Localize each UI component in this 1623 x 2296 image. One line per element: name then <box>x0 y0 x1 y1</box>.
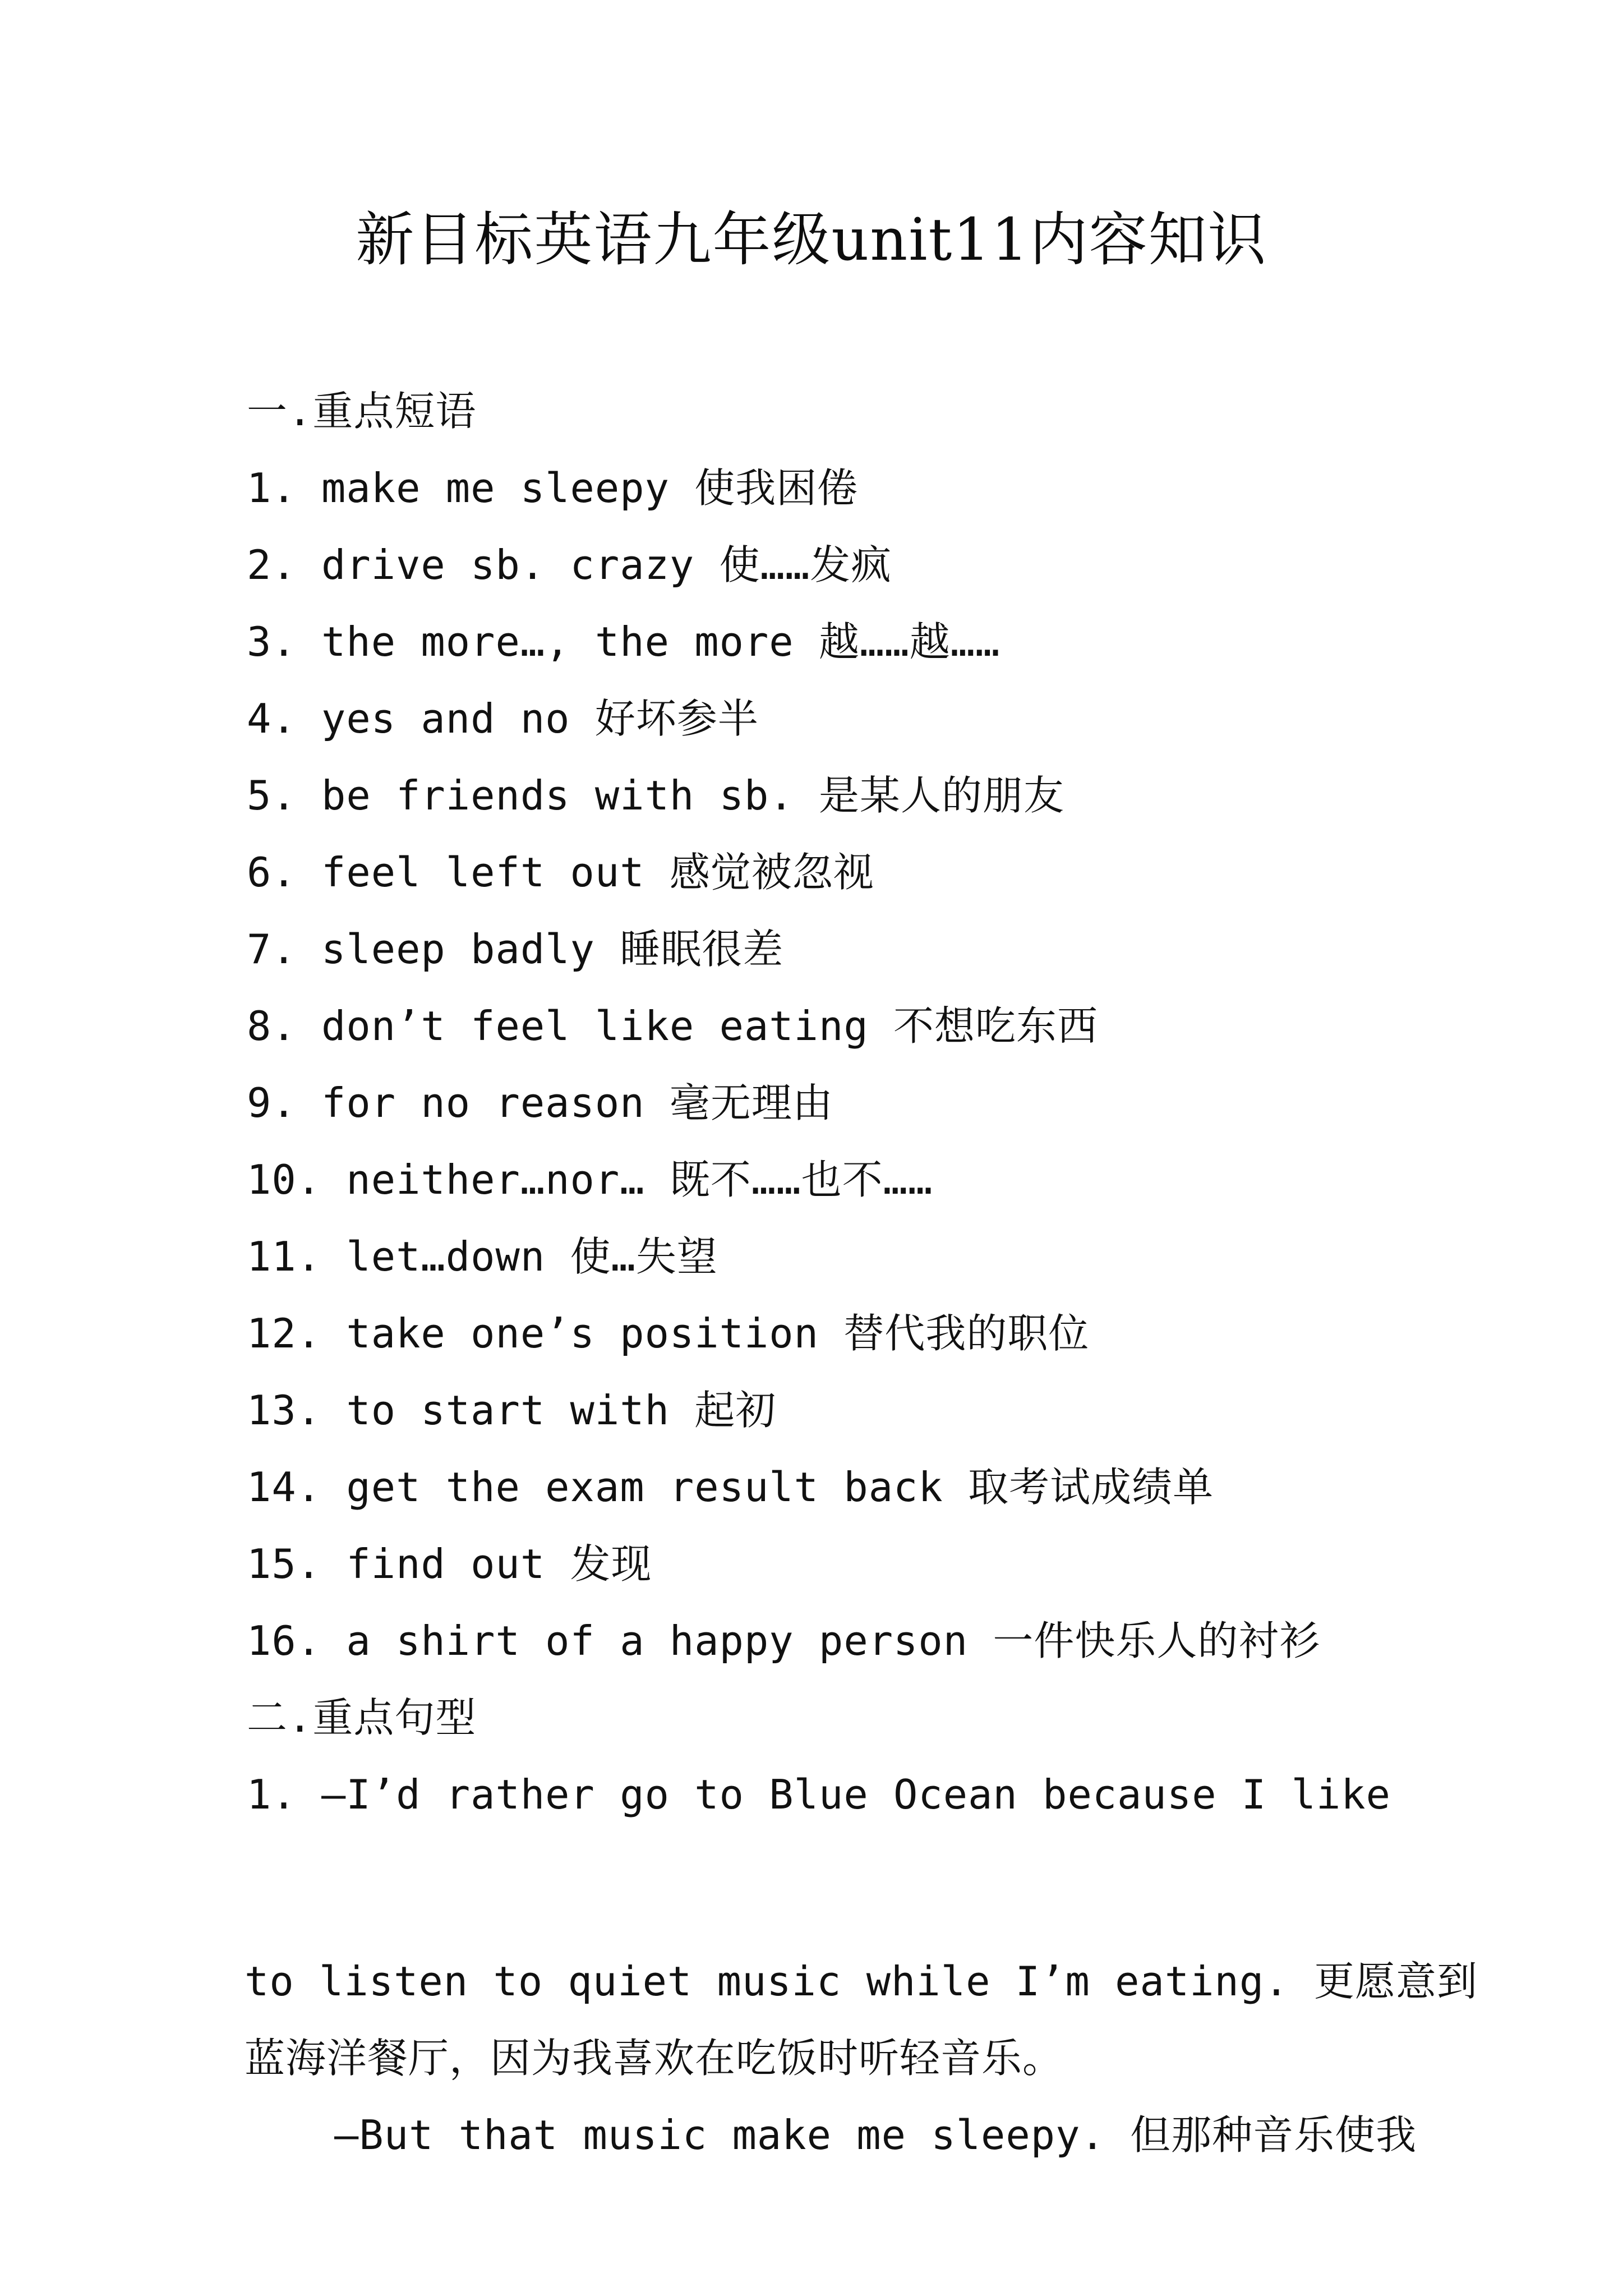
phrase-item: 2. drive sb. crazy 使……发疯 <box>247 541 892 588</box>
sentence-line: —But that music make me sleepy. 但那种音乐使我 <box>334 2111 1417 2159</box>
phrase-item: 3. the more…, the more 越……越…… <box>247 618 1000 665</box>
phrase-item: 8. don’t feel like eating 不想吃东西 <box>247 1002 1099 1050</box>
phrase-item: 6. feel left out 感觉被忽视 <box>247 849 874 896</box>
sentence-continuation <box>247 2020 1424 2097</box>
sentence-line: 1. —I’d rather go to Blue Ocean because I like <box>247 1771 1391 1818</box>
phrase-item: 11. let…down 使…失望 <box>247 1233 718 1280</box>
sentence-continuation <box>334 2097 1417 2174</box>
phrase-item: 4. yes and no 好坏参半 <box>247 695 759 742</box>
phrase-item: 13. to start with 起初 <box>247 1387 777 1434</box>
phrase-item: 1. make me sleepy 使我困倦 <box>247 464 859 512</box>
phrase-item: 16. a shirt of a happy person 一件快乐人的衬衫 <box>247 1617 1321 1664</box>
document-body <box>247 373 1391 1833</box>
sentence-line: 蓝海洋餐厅，因为我喜欢在吃饭时听轻音乐。 <box>245 2035 1064 2082</box>
phrase-item: 14. get the exam result back 取考试成绩单 <box>247 1464 1214 1511</box>
document-title: 新目标英语九年级unit11内容知识 <box>356 205 1267 274</box>
phrase-item: 10. neither…nor… 既不……也不…… <box>247 1156 933 1203</box>
phrase-item: 15. find out 发现 <box>247 1540 652 1588</box>
phrase-item: 12. take one’s position 替代我的职位 <box>247 1310 1090 1357</box>
phrase-item: 9. for no reason 毫无理由 <box>247 1079 833 1126</box>
sentence-continuation <box>245 1943 1478 2020</box>
phrase-item: 7. sleep badly 睡眠很差 <box>247 926 784 973</box>
section-heading-key-phrases: 一.重点短语 <box>247 388 477 435</box>
phrase-item: 5. be friends with sb. 是某人的朋友 <box>247 772 1064 819</box>
section-heading-key-sentences: 二.重点句型 <box>247 1694 477 1741</box>
sentence-line: to listen to quiet music while I’m eating. 更愿意到 <box>245 1958 1478 2005</box>
